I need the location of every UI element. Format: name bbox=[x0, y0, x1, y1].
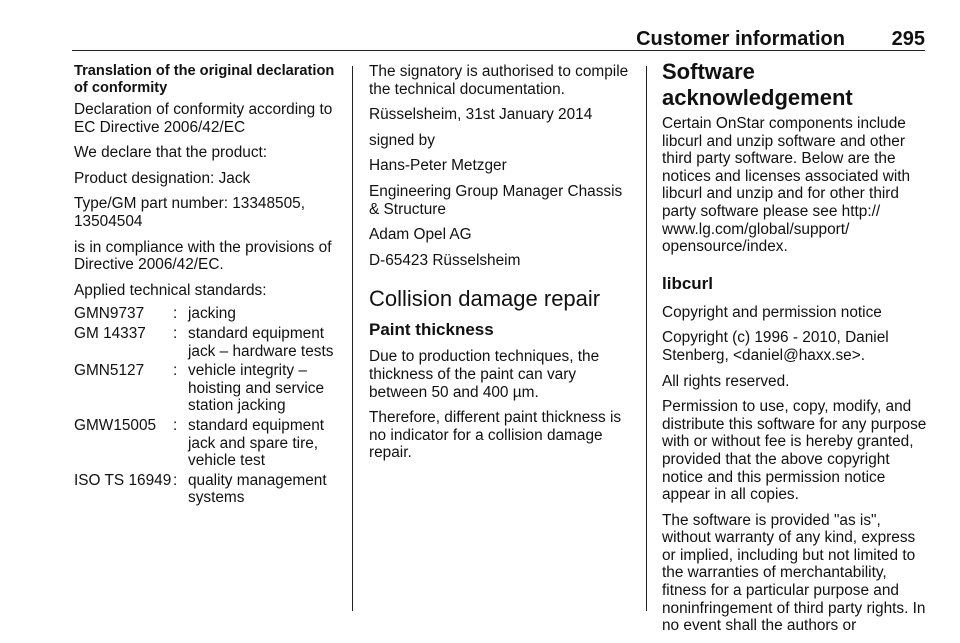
table-row bbox=[74, 325, 346, 362]
paragraph: D-65423 Rüsselsheim bbox=[369, 251, 521, 269]
subsection-heading: libcurl bbox=[662, 273, 714, 293]
standard-desc: standard equipment jack – hardware tests bbox=[188, 324, 334, 360]
standard-desc: standard equipment jack and spare tire, vehicle test bbox=[188, 416, 325, 470]
table-row bbox=[74, 472, 346, 509]
paragraph: The signatory is authorised to compile the technical documentation. bbox=[369, 63, 629, 98]
separator: : bbox=[173, 471, 178, 489]
subsection-heading: Paint thickness bbox=[369, 320, 494, 340]
paragraph: Therefore, different paint thickness is no indicator for a collision damage repair. bbox=[369, 409, 622, 462]
paragraph: Applied technical standards: bbox=[74, 281, 267, 299]
column-right bbox=[662, 59, 928, 643]
standard-desc: jacking bbox=[188, 305, 236, 323]
paragraph: is in compliance with the provisions of Directive 2006/42/EC. bbox=[74, 238, 332, 274]
standard-code: GM 14337 bbox=[74, 324, 146, 342]
page-number: 295 bbox=[891, 28, 925, 50]
column-divider-2 bbox=[646, 66, 647, 611]
paragraph: All rights reserved. bbox=[662, 372, 790, 390]
separator: : bbox=[173, 305, 178, 323]
table-row bbox=[74, 305, 346, 325]
standard-code: ISO TS 16949 bbox=[74, 471, 172, 489]
paragraph: signed by bbox=[369, 131, 435, 149]
standard-code: GMW15005 bbox=[74, 416, 157, 434]
standard-code: GMN5127 bbox=[74, 362, 145, 380]
paragraph: Permission to use, copy, modify, and distribute this software for any purpose with or without fee is hereby granted, provided that the above copyright notice and this permission notice appear in all copies. bbox=[662, 398, 927, 504]
standard-desc: vehicle integrity – hoisting and service station jacking bbox=[188, 362, 325, 415]
paragraph: Due to production techniques, the thickness of the paint can vary between 50 and 400 µm. bbox=[369, 348, 600, 401]
column-middle bbox=[369, 63, 635, 470]
declaration-title: Translation of the original declaration of conformity bbox=[74, 63, 335, 96]
standard-code: GMN9737 bbox=[74, 305, 145, 323]
table-row bbox=[74, 417, 346, 472]
table-row bbox=[74, 362, 346, 417]
paragraph: The software is provided "as is", without warranty of any kind, express or implied, including but not limited to the warranties of merchantability, fitness for a particular purpose and noninfringement of third party rights. In no event shall the authors or bbox=[662, 511, 926, 635]
paragraph: Declaration of conformity according to EC Directive 2006/42/EC bbox=[74, 101, 333, 136]
column-divider-1 bbox=[352, 66, 353, 611]
separator: : bbox=[173, 362, 178, 380]
standards-table bbox=[74, 305, 346, 509]
column-left bbox=[74, 63, 346, 509]
paragraph: Engineering Group Manager Chassis & Structure bbox=[369, 182, 623, 218]
section-title: Customer information bbox=[636, 28, 845, 50]
paragraph: Rüsselsheim, 31st January 2014 bbox=[369, 106, 593, 124]
paragraph: Copyright (c) 1996 - 2010, Daniel Stenberg, <daniel@haxx.se>. bbox=[662, 329, 889, 364]
section-heading: Collision damage repair bbox=[369, 286, 601, 312]
separator: : bbox=[173, 416, 178, 434]
section-heading: Software acknowledgement bbox=[662, 59, 853, 110]
paragraph: Copyright and permission notice bbox=[662, 303, 882, 321]
paragraph: Product designation: Jack bbox=[74, 169, 251, 187]
paragraph: Type/GM part number: 13348505, 13504504 bbox=[74, 195, 305, 230]
page-header bbox=[72, 26, 925, 51]
standard-desc: quality management systems bbox=[188, 471, 327, 507]
paragraph: We declare that the product: bbox=[74, 144, 268, 162]
paragraph: Hans-Peter Metzger bbox=[369, 157, 507, 175]
separator: : bbox=[173, 324, 178, 342]
paragraph: Certain OnStar components include libcurl and unzip software and other third party software. Below are the notices and licenses associated with libcurl and unzip and for other third party software please see http:// www.lg.com/global/support/ opensource/index. bbox=[662, 115, 911, 256]
paragraph: Adam Opel AG bbox=[369, 226, 472, 244]
